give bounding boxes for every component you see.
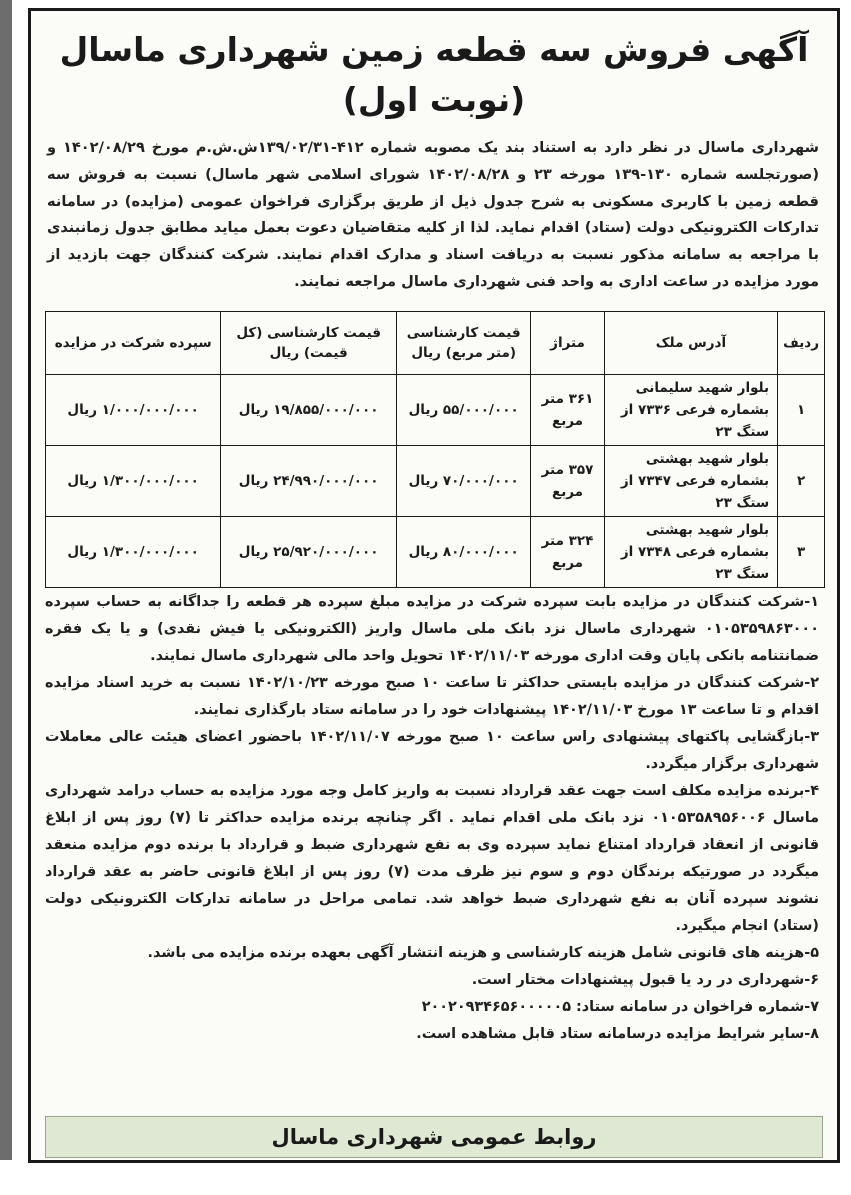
property-table <box>45 311 825 588</box>
condition-item: ۶-شهرداری در رد یا قبول پیشنهادات مختار است. <box>471 972 819 988</box>
header-address: آدرس ملک <box>604 312 777 375</box>
cell-row-number: ۲ <box>778 446 825 517</box>
cell-price-per-sqm: ۵۵/۰۰۰/۰۰۰ ریال <box>397 375 531 446</box>
table-header-row <box>46 312 825 375</box>
condition-item: ۸-سایر شرایط مزایده درسامانه ستاد قابل مشاهده است. <box>416 1026 819 1042</box>
page-edge-bar <box>0 0 12 1160</box>
table-row <box>46 517 825 588</box>
cell-row-number: ۳ <box>778 517 825 588</box>
cell-address: بلوار شهید بهشتی بشماره فرعی ۷۳۴۷ از ستگ ۲۳ <box>604 446 777 517</box>
condition-item: ۳-بازگشایی پاکتهای پیشنهادی راس ساعت ۱۰ صبح مورخه ۱۴۰۲/۱۱/۰۷ باحضور اعضای هیئت عالی معاملات شهرداری برگزار میگردد. <box>45 729 819 772</box>
cell-address: بلوار شهید بهشتی بشماره فرعی ۷۳۴۸ از ستگ ۲۳ <box>604 517 777 588</box>
cell-address: بلوار شهید سلیمانی بشماره فرعی ۷۳۳۶ از ستگ ۲۳ <box>604 375 777 446</box>
cell-price-per-sqm: ۸۰/۰۰۰/۰۰۰ ریال <box>397 517 531 588</box>
cell-area: ۳۶۱ متر مربع <box>531 375 604 446</box>
cell-area: ۳۲۴ متر مربع <box>531 517 604 588</box>
cell-row-number: ۱ <box>778 375 825 446</box>
cell-deposit: ۱/۳۰۰/۰۰۰/۰۰۰ ریال <box>46 446 221 517</box>
cell-price-total: ۲۵/۹۲۰/۰۰۰/۰۰۰ ریال <box>221 517 397 588</box>
auction-notice <box>28 8 840 1163</box>
header-price-total: قیمت کارشناسی (کل قیمت) ریال <box>221 312 397 375</box>
condition-item: ۵-هزینه های قانونی شامل هزینه کارشناسی و هزینه انتشار آگهی بعهده برنده مزایده می باشد. <box>147 945 819 961</box>
footer-signature: روابط عمومی شهرداری ماسال <box>45 1116 823 1158</box>
header-price-per-sqm: قیمت کارشناسی (متر مربع) ریال <box>397 312 531 375</box>
header-area: متراژ <box>531 312 604 375</box>
header-deposit: سپرده شرکت در مزایده <box>46 312 221 375</box>
cell-deposit: ۱/۳۰۰/۰۰۰/۰۰۰ ریال <box>46 517 221 588</box>
condition-item: ۲-شرکت کنندگان در مزایده بایستی حداکثر تا ساعت ۱۰ صبح مورخه ۱۴۰۲/۱۰/۲۳ نسبت به خرید اسناد مزایده اقدام و تا ساعت ۱۳ مورخ ۱۴۰۲/۱۱/۰۳ پیشنهادات خود را در سامانه ستاد بارگذاری نمایند. <box>45 675 819 718</box>
notice-title: آگهی فروش سه قطعه زمین شهرداری ماسال (نوبت اول) <box>59 30 809 119</box>
condition-item: ۷-شماره فراخوان در سامانه ستاد: ۲۰۰۲۰۹۳۴۶۵۶۰۰۰۰۰۵ <box>421 999 819 1015</box>
cell-price-total: ۱۹/۸۵۵/۰۰۰/۰۰۰ ریال <box>221 375 397 446</box>
condition-item: ۱-شرکت کنندگان در مزایده بابت سپرده شرکت در مزایده مبلغ سپرده هر قطعه را جداگانه به حساب سپرده ۰۱۰۵۳۵۹۸۶۳۰۰۰ شهرداری ماسال نزد بانک ملی ماسال واریز (الکترونیکی یا فیش نقدی) و یا یک فقره ضمانتنامه بانکی پایان وقت اداری مورخه ۱۴۰۲/۱۱/۰۳ تحویل واحد مالی شهرداری ماسال نمایند. <box>45 594 819 664</box>
cell-price-per-sqm: ۷۰/۰۰۰/۰۰۰ ریال <box>397 446 531 517</box>
table-row <box>46 375 825 446</box>
notice-intro: شهرداری ماسال در نظر دارد به استناد بند یک مصوبه شماره ۴۱۲-۱۳۹/۰۲/۳۱ش.ش.م مورخ ۱۴۰۲/۰۸/۲۹ و (صورتجلسه شماره ۱۳۰-۱۳۹ مورخه ۲۳ و ۱۴۰۲/۰۸/۲۸ شورای اسلامی شهر ماسال) نسبت به فروش سه قطعه زمین با کاربری مسکونی به شرح جدول ذیل از طریق برگزاری فراخوان عمومی (مزایده) در سامانه تدارکات الکترونیکی دولت (ستاد) اقدام نماید. لذا از کلیه متقاضیان دعوت بعمل میاید مطابق جدول زمانبندی با مراجعه به سامانه مذکور نسبت به دریافت اسناد و مدارک اقدام نمایند. شرکت کنندگان جهت بازدید از مورد مزایده در ساعت اداری به واحد فنی شهرداری ماسال مراجعه نمایند. <box>47 139 819 290</box>
cell-deposit: ۱/۰۰۰/۰۰۰/۰۰۰ ریال <box>46 375 221 446</box>
condition-item: ۴-برنده مزایده مکلف است جهت عقد قرارداد نسبت به واریز کامل وجه مورد مزایده به حساب درامد شهرداری ماسال ۰۱۰۵۳۵۸۹۵۶۰۰۶ نزد بانک ملی اقدام نماید . اگر چنانچه برنده مزایده حداکثر تا (۷) روز پس از ابلاغ قانونی از انعقاد قرارداد امتناع نماید سپرده وی به نفع شهرداری ضبط و قرارداد با برنده دوم مزایده منعقد میگردد در صورتیکه برندگان دوم و سوم نیز ظرف مدت (۷) روز پس از ابلاغ قانونی حاضر به عقد قرارداد نشوند سپرده آنان به نفع شهرداری ضبط خواهد شد. تمامی مراحل در سامانه تدارکات الکترونیکی دولت (ستاد) انجام میگیرد. <box>45 783 820 934</box>
cell-price-total: ۲۴/۹۹۰/۰۰۰/۰۰۰ ریال <box>221 446 397 517</box>
conditions-list <box>45 589 819 1048</box>
table-row <box>46 446 825 517</box>
header-row-number: ردیف <box>778 312 825 375</box>
cell-area: ۳۵۷ متر مربع <box>531 446 604 517</box>
